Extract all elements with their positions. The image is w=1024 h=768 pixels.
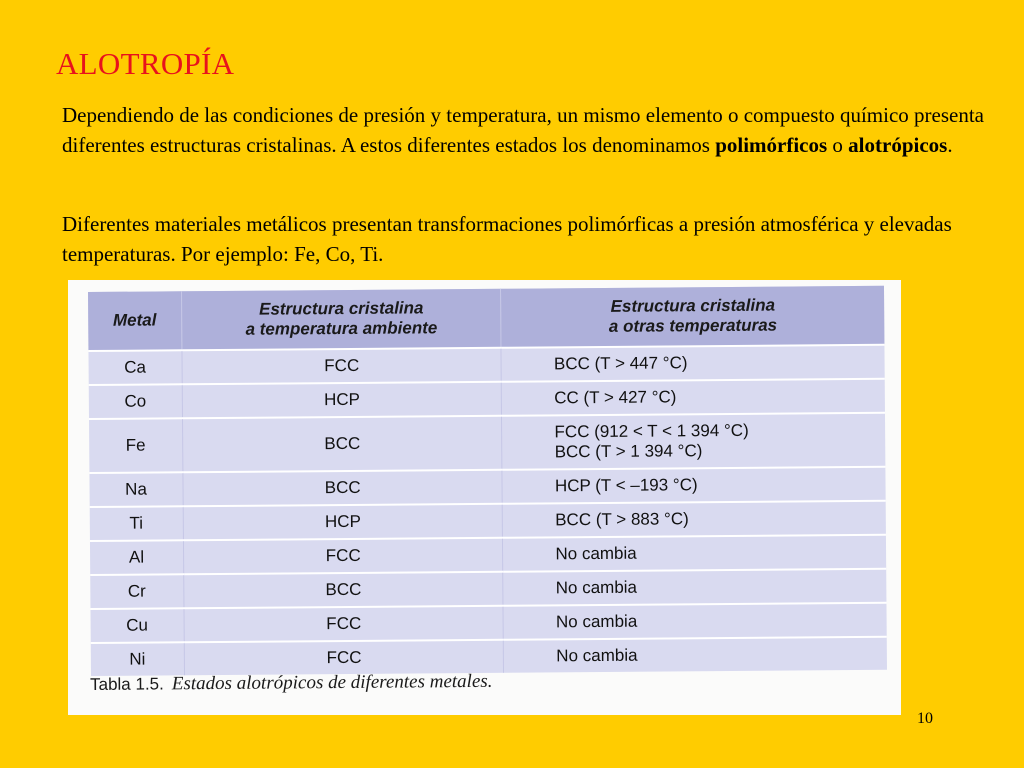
cell-other-structure-line: BCC (T > 447 °C) [553,353,688,374]
cell-other-structure [501,345,884,382]
paragraph-examples: Diferentes materiales metálicos presentan transformaciones polimórficas a presión atmosférica y elevadas temperaturas. Por ejemplo: Fe, Co, Ti. [62,212,952,266]
header-metal: Metal [88,291,182,351]
cell-other-structure-line: No cambia [555,543,637,564]
cell-metal: Ca [88,350,182,385]
cell-ambient-structure: FCC [182,348,502,385]
cell-other-structure-line: No cambia [555,577,638,598]
cell-metal: Ti [90,506,184,541]
cell-ambient-structure: BCC [182,416,502,473]
header-ambient-line2: a temperatura ambiente [245,318,438,339]
allotropic-states-table [88,286,887,676]
term-alotropicos: alotrópicos [848,133,948,157]
paragraph-definition [62,100,992,160]
cell-other-structure [503,569,886,606]
term-polimorficos: polimórficos [715,133,828,157]
cell-other-structure [503,603,886,640]
cell-other-structure-line: BCC (T > 1 394 °C) [554,441,703,462]
caption-label: Tabla 1.5. [90,674,164,694]
cell-ambient-structure: BCC [184,572,504,609]
header-other-line2: a otras temperaturas [608,315,778,336]
cell-ambient-structure: HCP [183,504,503,541]
cell-other-structure [503,535,886,572]
cell-ambient-structure: FCC [184,606,504,643]
cell-metal: Co [89,384,183,419]
caption-text: Estados alotrópicos de diferentes metales. [171,670,493,695]
cell-metal: Cu [90,608,184,643]
cell-metal: Cr [90,574,184,609]
slide-title: ALOTROPÍA [56,46,235,81]
header-other-line1: Estructura cristalina [610,295,776,316]
cell-other-structure [503,501,886,538]
cell-other-structure-line: CC (T > 427 °C) [554,387,677,408]
cell-other-structure-line: No cambia [555,611,638,632]
cell-other-structure [504,637,887,673]
cell-ambient-structure: HCP [182,382,502,419]
table-figure [68,280,901,715]
cell-other-structure-line: No cambia [556,645,638,666]
cell-other-structure-line: FCC (912 < T < 1 394 °C) [554,420,749,442]
header-ambient-line1: Estructura cristalina [258,298,424,319]
cell-ambient-structure: BCC [183,470,503,507]
paragraph-end: . [947,133,953,157]
table-row [89,413,885,473]
cell-other-structure-line: BCC (T > 883 °C) [555,509,689,530]
cell-other-structure-line: HCP (T < –193 °C) [554,475,698,496]
page-number: 10 [917,710,933,727]
table-caption [90,671,493,696]
table-body [88,345,887,676]
cell-ambient-structure: FCC [183,538,503,575]
paragraph-definition-text: Dependiendo de las condiciones de presión y temperatura, un mismo elemento o compuesto químico presenta diferentes estructuras cristalinas. A estos diferentes estados los denominamos [62,103,984,157]
cell-ambient-structure: FCC [184,640,504,676]
header-other-structure [501,286,885,348]
cell-metal: Na [89,472,183,507]
cell-other-structure [502,413,886,470]
cell-other-structure [502,379,885,416]
paragraph-connector: o [827,133,849,157]
cell-metal: Fe [89,418,183,473]
cell-other-structure [502,467,885,504]
header-ambient-structure [181,289,501,351]
table-header-row [88,286,884,351]
cell-metal: Ni [91,642,185,676]
cell-metal: Al [90,540,184,575]
